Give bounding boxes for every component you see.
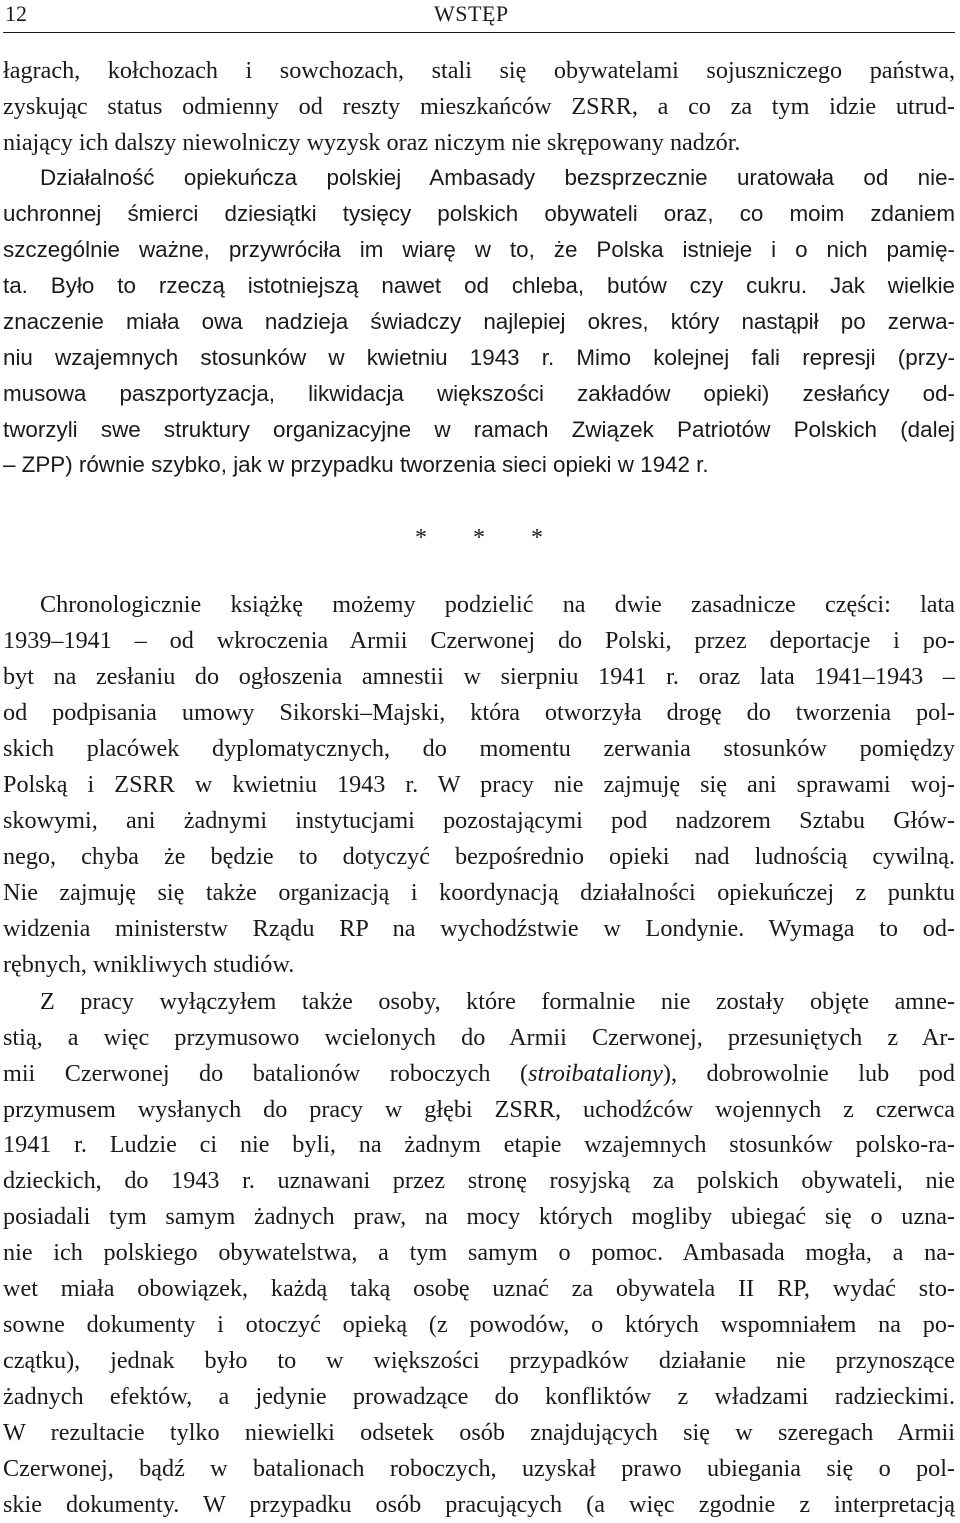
page-number: 12 (5, 1, 27, 26)
text-line: skie dokumenty. W przypadku osób pracujących (a więc zgodnie z interpretacją (3, 1491, 955, 1518)
text-line: Działalność opiekuńcza polskiej Ambasady bezsprzecznie uratowała od nie- (40, 165, 955, 190)
text-line: wet miała obowiązek, każdą taką osobę uznać za obywatela II RP, wydać sto- (3, 1275, 955, 1302)
text-line: Z pracy wyłączyłem także osoby, które formalnie nie zostały objęte amne- (40, 988, 955, 1015)
paragraph-chronology (3, 587, 955, 983)
text-line: łagrach, kołchozach i sowchozach, stali się obywatelami sojuszniczego państwa, (3, 57, 955, 84)
text-line: skich placówek dyplomatycznych, do momentu zerwania stosunków pomiędzy (3, 735, 955, 762)
text-line: rębnych, wnikliwych studiów. (3, 951, 295, 978)
text-line: sowne dokumenty i otoczyć opieką (z powodów, o których wspomniałem na po- (3, 1311, 955, 1338)
text-line-with-italic (3, 1056, 955, 1092)
text-line: byt na zesłaniu do ogłoszenia amnestii w sierpniu 1941 r. oraz lata 1941–1943 – (3, 663, 955, 690)
paragraph-exclusions (3, 984, 955, 1128)
paragraph-exclusions-cont (3, 1127, 955, 1199)
text-line: nie ich polskiego obywatelstwa, a tym samym o pomoc. Ambasada mogła, a na- (3, 1239, 955, 1266)
text-line: zyskując status odmienny od reszty mieszkańców ZSRR, a co za tym idzie utrud- (3, 93, 955, 120)
text-line: skowymi, ani żadnymi instytucjami pozostającymi pod nadzorem Sztabu Głów- (3, 807, 955, 834)
text-line: ta. Było to rzeczą istotniejszą nawet od chleba, butów czy cukru. Jak wielkie (3, 273, 955, 298)
section-separator: * * * (415, 525, 563, 551)
text-line: tworzyli swe struktury organizacyjne w ramach Związek Patriotów Polskich (dalej (3, 417, 955, 442)
text-line: Polską i ZSRR w kwietniu 1943 r. W pracy nie zajmuję się ani sprawami woj- (3, 771, 955, 798)
text-line: 1939–1941 – od wkroczenia Armii Czerwonej do Polski, przez deportacje i po- (3, 627, 955, 654)
text-line: widzenia ministerstw Rządu RP na wychodźstwie w Londynie. Wymaga to od- (3, 915, 955, 942)
text-line: nego, chyba że będzie to dotyczyć bezpośrednio opieki nad ludnością cywilną. (3, 843, 955, 870)
paragraph-ambasada (3, 160, 955, 448)
text-line: dzieckich, do 1943 r. uznawani przez stronę rosyjską za polskich obywateli, nie (3, 1167, 955, 1194)
text-line: musowa paszportyzacja, likwidacja większości zakładów opieki) zesłańcy od- (3, 381, 955, 406)
text-line: Nie zajmuję się także organizacją i koordynacją działalności opiekuńczej z punktu (3, 879, 955, 906)
text-line: Czerwonej, bądź w batalionach roboczych, uzyskał prawo ubiegania się o pol- (3, 1455, 955, 1482)
text-segment: ), dobrowolnie lub pod (662, 1060, 955, 1087)
text-line: przymusem wysłanych do pracy w głębi ZSRR, uchodźców wojennych z czerwca (3, 1096, 955, 1123)
text-line: Chronologicznie książkę możemy podzielić na dwie zasadnicze części: lata (40, 591, 955, 618)
text-line: – ZPP) równie szybko, jak w przypadku tworzenia sieci opieki w 1942 r. (3, 452, 709, 477)
running-head: WSTĘP (434, 1, 509, 26)
text-line: W rezultacie tylko niewielki odsetek osób znajdujących się w szeregach Armii (3, 1419, 955, 1446)
text-line: posiadali tym samym żadnych praw, na mocy których mogliby ubiegać się o uzna- (3, 1203, 955, 1230)
paragraph-ambasada-end (3, 447, 955, 483)
text-line: stią, a więc przymusowo wcielonych do Armii Czerwonej, przesuniętych z Ar- (3, 1024, 955, 1051)
text-line: żadnych efektów, a jedynie prowadzące do konfliktów z władzami radzieckimi. (3, 1383, 955, 1410)
text-line: szczególnie ważne, przywróciła im wiarę w to, że Polska istnieje i o nich pamię- (3, 237, 955, 262)
page-header (3, 0, 955, 33)
text-line: niu wzajemnych stosunków w kwietniu 1943 r. Mimo kolejnej fali represji (przy- (3, 345, 955, 370)
text-line: uchronnej śmierci dziesiątki tysięcy polskich obywateli oraz, co moim zdaniem (3, 201, 955, 226)
text-line: czątku), jednak było to w większości przypadków działanie nie przynoszące (3, 1347, 955, 1374)
text-segment: mii Czerwonej do batalionów roboczych ( (3, 1060, 529, 1087)
text-line: niający ich dalszy niewolniczy wyzysk oraz niczym nie skrępowany nadzór. (3, 129, 741, 156)
paragraph-continued (3, 53, 955, 161)
italic-term: stroibataliony (528, 1060, 663, 1087)
text-line: od podpisania umowy Sikorski–Majski, która otworzyła drogę do tworzenia pol- (3, 699, 955, 726)
paragraph-exclusions-cont-2 (3, 1199, 955, 1523)
text-line: znaczenie miała owa nadzieja świadczy najlepiej okres, który nastąpił po zerwa- (3, 309, 955, 334)
text-line: 1941 r. Ludzie ci nie byli, na żadnym etapie wzajemnych stosunków polsko-ra- (3, 1131, 955, 1158)
